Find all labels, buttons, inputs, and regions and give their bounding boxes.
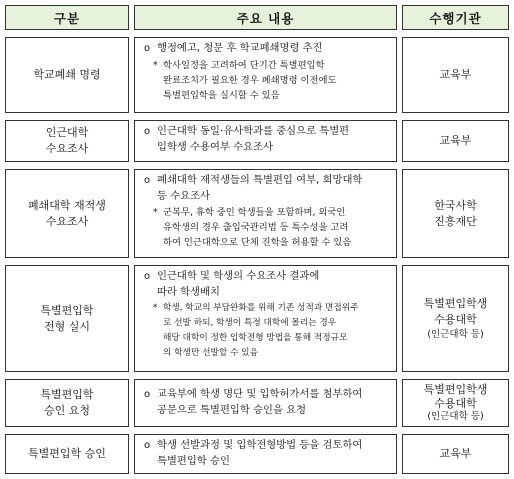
- bullet-marker: o: [144, 440, 151, 451]
- category-text: 학교폐쇄 명령: [33, 68, 101, 81]
- row-organization: [402, 434, 509, 474]
- bullet-line: 등 수요조사: [157, 189, 211, 202]
- header-content: [134, 5, 397, 30]
- subnote-line: 학사일정을 고려하여 단기간 특별편입학: [163, 59, 325, 71]
- content-bullet: [141, 387, 390, 418]
- content-bullet: [141, 124, 390, 155]
- category-text: 인근대학: [45, 126, 89, 139]
- subnote-line: 특별편입학을 실시할 수 있음: [163, 89, 280, 101]
- category-text: 특별편입학: [40, 303, 94, 317]
- subnote-line: 완료조치가 필요한 경우 폐쇄명령 이전에도: [163, 74, 337, 86]
- row-content: [134, 434, 397, 474]
- bullet-line: 입학생 수용여부 수요조사: [157, 140, 273, 153]
- category-text: 승인 요청: [43, 404, 90, 417]
- row-category: [5, 434, 129, 474]
- content-bullet: [141, 173, 390, 204]
- content-subnote: [141, 58, 390, 103]
- row-organization: [402, 169, 509, 258]
- subnote-line: 의 학생만 선발할 수 있음: [163, 348, 258, 358]
- row-organization: [402, 265, 509, 372]
- bullet-line: 폐쇄대학 재적생들의 특별편입 여부, 희망대학: [157, 174, 363, 186]
- organization-text: 특별편입학생: [423, 383, 488, 396]
- bullet-line: 학생 선발과정 및 입학전형방법 등을 검토하여: [157, 439, 363, 451]
- organization-text: 특별편입학생: [423, 296, 488, 310]
- subnote-marker: *: [153, 303, 158, 313]
- subnote-line: 학생, 학교의 부담완화를 위해 기존 성적과 면접위주: [163, 303, 359, 313]
- organization-text: 교육부: [439, 447, 472, 460]
- organization-text: 수용대학: [434, 312, 477, 326]
- bullet-marker: o: [144, 43, 151, 54]
- subnote-marker: *: [153, 59, 158, 71]
- bullet-marker: o: [144, 126, 151, 137]
- row-content: [134, 265, 397, 372]
- category-text: 수요조사: [45, 214, 89, 228]
- organization-text: 교육부: [439, 68, 472, 81]
- organization-text: 한국사학: [434, 198, 477, 212]
- content-bullet: [141, 41, 390, 57]
- category-text: 특별편입학 승인: [28, 447, 106, 460]
- content-subnote: [141, 205, 390, 250]
- row-category: [5, 120, 129, 162]
- bullet-line: 특별편입학 승인: [157, 454, 230, 467]
- organization-text: 진흥재단: [434, 214, 477, 228]
- subnote-line: 해당 대학이 정한 입학전형 방법을 통해 적정규모: [163, 333, 348, 343]
- row-organization: [402, 379, 509, 427]
- row-category: [5, 265, 129, 372]
- category-text: 수요조사: [45, 142, 89, 155]
- header-category-label: 구분: [53, 10, 81, 26]
- bullet-line: 따라 학생배치: [157, 285, 220, 298]
- bullet-line: 행정예고, 청문 후 학교폐쇄명령 추진: [157, 42, 323, 54]
- bullet-line: 공문으로 특별편입학 승인을 요청: [157, 403, 307, 416]
- subnote-line: 로 선발 하되, 학생이 특정 대학에 몰리는 경우: [163, 318, 337, 328]
- category-text: 폐쇄대학 재적생: [28, 198, 106, 212]
- subnote-line: 하여 인근대학으로 단체 진학을 허용할 수 있음: [163, 237, 352, 248]
- subnote-line: 유학생의 경우 출입국관리법 등 특수성을 고려: [163, 222, 349, 233]
- bullet-line: 교육부에 학생 명단 및 입학허가서를 첨부하여: [157, 388, 363, 400]
- header-organization: [402, 5, 509, 30]
- header-category: [5, 5, 129, 30]
- bullet-line: 인근대학 및 학생의 수요조사 결과에: [157, 270, 320, 282]
- content-subnote: [141, 301, 390, 361]
- row-content: [134, 120, 397, 162]
- row-content: [134, 379, 397, 427]
- bullet-marker: o: [144, 389, 151, 400]
- header-content-label: 주요 내용: [236, 10, 295, 26]
- bullet-marker: o: [144, 271, 151, 282]
- content-bullet: [141, 438, 390, 469]
- row-category: [5, 379, 129, 427]
- category-text: 특별편입학: [40, 388, 94, 401]
- bullet-line: 인근대학 동일·유사학과를 중심으로 특별편: [157, 125, 350, 137]
- category-text: 전형 실시: [43, 319, 90, 333]
- row-organization: [402, 37, 509, 113]
- organization-subtext: (인근대학 등): [427, 328, 484, 340]
- row-category: [5, 37, 129, 113]
- row-category: [5, 169, 129, 258]
- content-bullet: [141, 269, 390, 300]
- row-organization: [402, 120, 509, 162]
- row-content: [134, 37, 397, 113]
- organization-text: 수용대학: [434, 397, 477, 410]
- subnote-marker: *: [153, 207, 158, 218]
- organization-subtext: (인근대학 등): [427, 411, 484, 422]
- header-organization-label: 수행기관: [429, 10, 482, 26]
- row-content: [134, 169, 397, 258]
- organization-text: 교육부: [439, 134, 472, 147]
- subnote-line: 군복무, 휴학 중인 학생들을 포함하며, 외국인: [163, 207, 346, 218]
- bullet-marker: o: [144, 175, 151, 186]
